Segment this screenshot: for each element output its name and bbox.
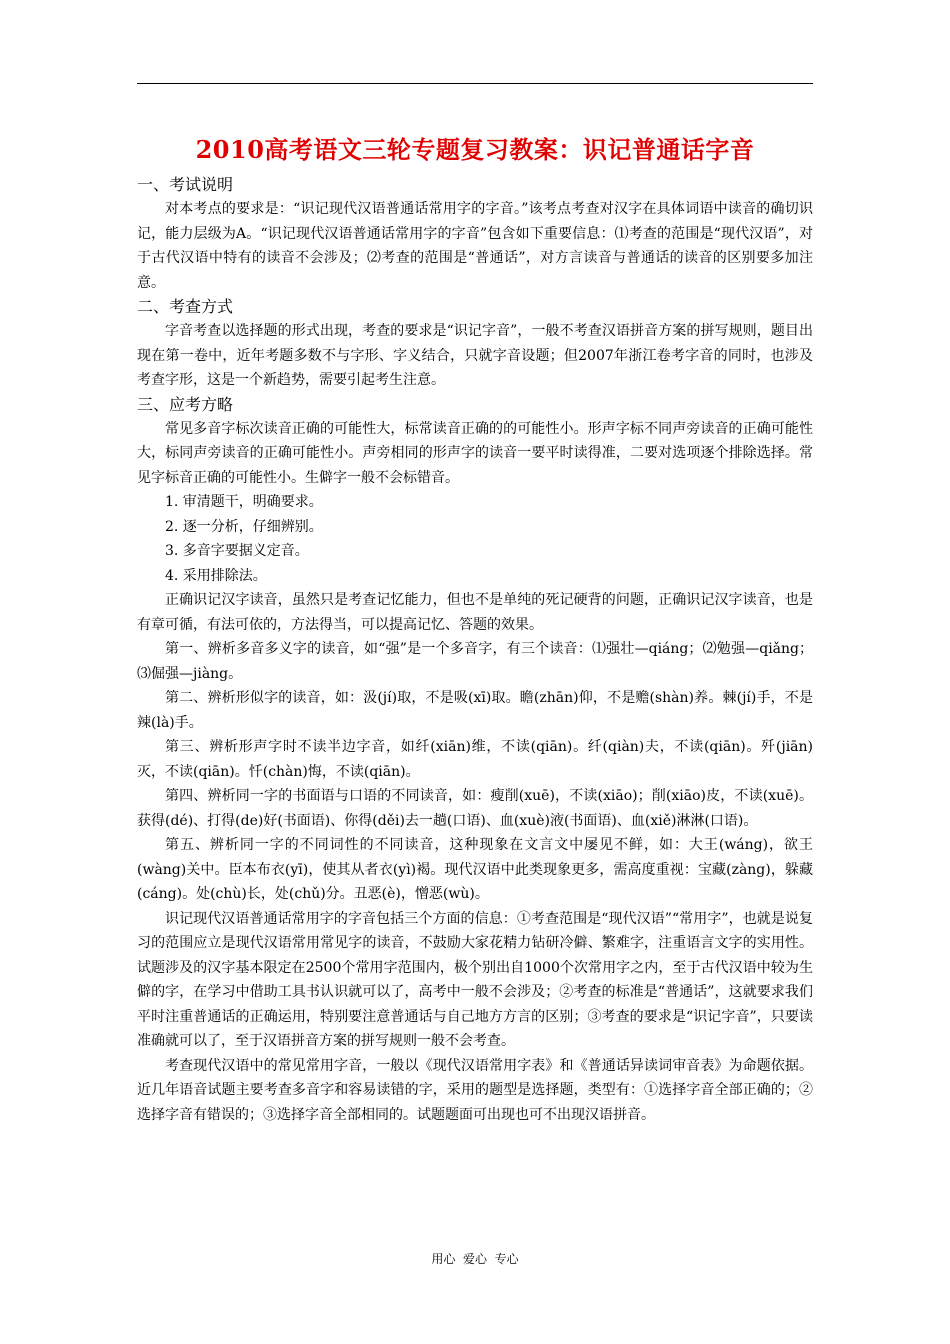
paragraph: 字音考查以选择题的形式出现，考查的要求是“识记字音”，一般不考查汉语拼音方案的拼写规则，题目出现在第一卷中，近年考题多数不与字形、字义结合，只就字音设题；但2007年浙江卷考字音的同时，也涉及考查字形，这是一个新趋势，需要引起考生注意。: [137, 323, 813, 388]
section-heading-exam-format: 二、考查方式: [137, 297, 234, 316]
list-item: 1. 审清题干，明确要求。: [165, 494, 323, 510]
document-body: [137, 130, 813, 1127]
page-footer: 用心 爱心 专心: [431, 1252, 519, 1266]
list-item: 2. 逐一分析，仔细辨别。: [165, 518, 323, 535]
paragraph: 正确识记汉字读音，虽然只是考查记忆能力，但也不是单纯的死记硬背的问题，正确识记汉字读音，也是有章可循，有法可依的，方法得当，可以提高记忆、答题的效果。: [137, 592, 813, 633]
paragraph: 第二、辨析形似字的读音，如：汲(jí)取，不是吸(xī)取。瞻(zhān)仰，不是赡(shàn)养。棘(jí)手，不是辣(là)手。: [137, 690, 813, 731]
section-heading-exam-description: 一、考试说明: [137, 175, 234, 194]
list-item: 4. 采用排除法。: [165, 567, 267, 584]
paragraph: 第一、辨析多音多义字的读音，如“强”是一个多音字，有三个读音：⑴强壮—qiáng；⑵勉强—qiǎng； ⑶倔强—jiàng。: [137, 641, 813, 682]
paragraph: 考查现代汉语中的常见常用字音，一般以《现代汉语常用字表》和《普通话异读词审音表》为命题依据。近几年语音试题主要考查多音字和容易读错的字，采用的题型是选择题，类型有：①选择字音全部正确的；②选择字音有错误的；③选择字音全部相同的。试题题面可出现也可不出现汉语拼音。: [137, 1057, 813, 1123]
list-item: 3. 多音字要据义定音。: [165, 543, 309, 559]
header-rule: [137, 83, 813, 84]
paragraph: 对本考点的要求是：“识记现代汉语普通话常用字的字音。”该考点考查对汉字在具体词语中读音的确切识记，能力层级为A。“识记现代汉语普通话常用字的字音”包含如下重要信息：⑴考查的范围是“现代汉语”，对于古代汉语中特有的读音不会涉及；⑵考查的范围是“普通话”，对方言读音与普通话的读音的区别要多加注意。: [137, 201, 813, 291]
section-heading-strategy: 三、应考方略: [137, 394, 234, 414]
paragraph: 常见多音字标次读音正确的可能性大，标常读音正确的的可能性小。形声字标不同声旁读音的正确可能性大，标同声旁读音的正确可能性小。声旁相同的形声字的读音一要平时读得准，二要对选项逐个排除选择。常见字标音正确的可能性小。生僻字一般不会标错音。: [137, 420, 813, 486]
paragraph: 第四、辨析同一字的书面语与口语的不同读音，如：瘦削(xuē)，不读(xiāo)；削(xiāo)皮，不读(xuē)。获得(dé)、打得(de)好(书面语)、你得(děi)去一趟(口语)、血(xuè)液(书面语)、血(xiě)淋淋(口语)。: [137, 788, 813, 829]
document-title: 2010高考语文三轮专题复习教案：识记普通话字音: [195, 135, 755, 164]
paragraph: 第三、辨析形声字时不读半边字音，如纤(xiān)维，不读(qiān)。纤(qiàn)夫，不读(qiān)。歼(jiān)灭，不读(qiān)。忏(chàn)悔，不读(qiān)。: [137, 739, 813, 780]
paragraph: 识记现代汉语普通话常用字的字音包括三个方面的信息：①考查范围是“现代汉语”“常用字”，也就是说复习的范围应立是现代汉语常用常见字的读音，不鼓励大家花精力钻研冷僻、繁难字，注重语言文字的实用性。试题涉及的汉字基本限定在2500个常用字范围内，极个别出自1000个次常用字之内，至于古代汉语中较为生僻的字，在学习中借助工具书认识就可以了，高考中一般不会涉及；②考查的标准是“普通话”，这就要求我们平时注重普通话的正确运用，特别要注意普通话与自己地方方言的区别；③考查的要求是“识记字音”，只要读准确就可以了，至于汉语拼音方案的拼写规则一般不会考查。: [137, 910, 813, 1049]
paragraph: 第五、辨析同一字的不同词性的不同读音，这种现象在文言文中屡见不鲜，如：大王(wáng)，欲王(wàng)关中。臣本布衣(yī)，使其从者衣(yì)褐。现代汉语中此类现象更多，需高度重视：宝藏(zàng)，躲藏(cáng)。处(chù)长，处(chǔ)分。丑恶(è)，憎恶(wù)。: [137, 837, 813, 902]
